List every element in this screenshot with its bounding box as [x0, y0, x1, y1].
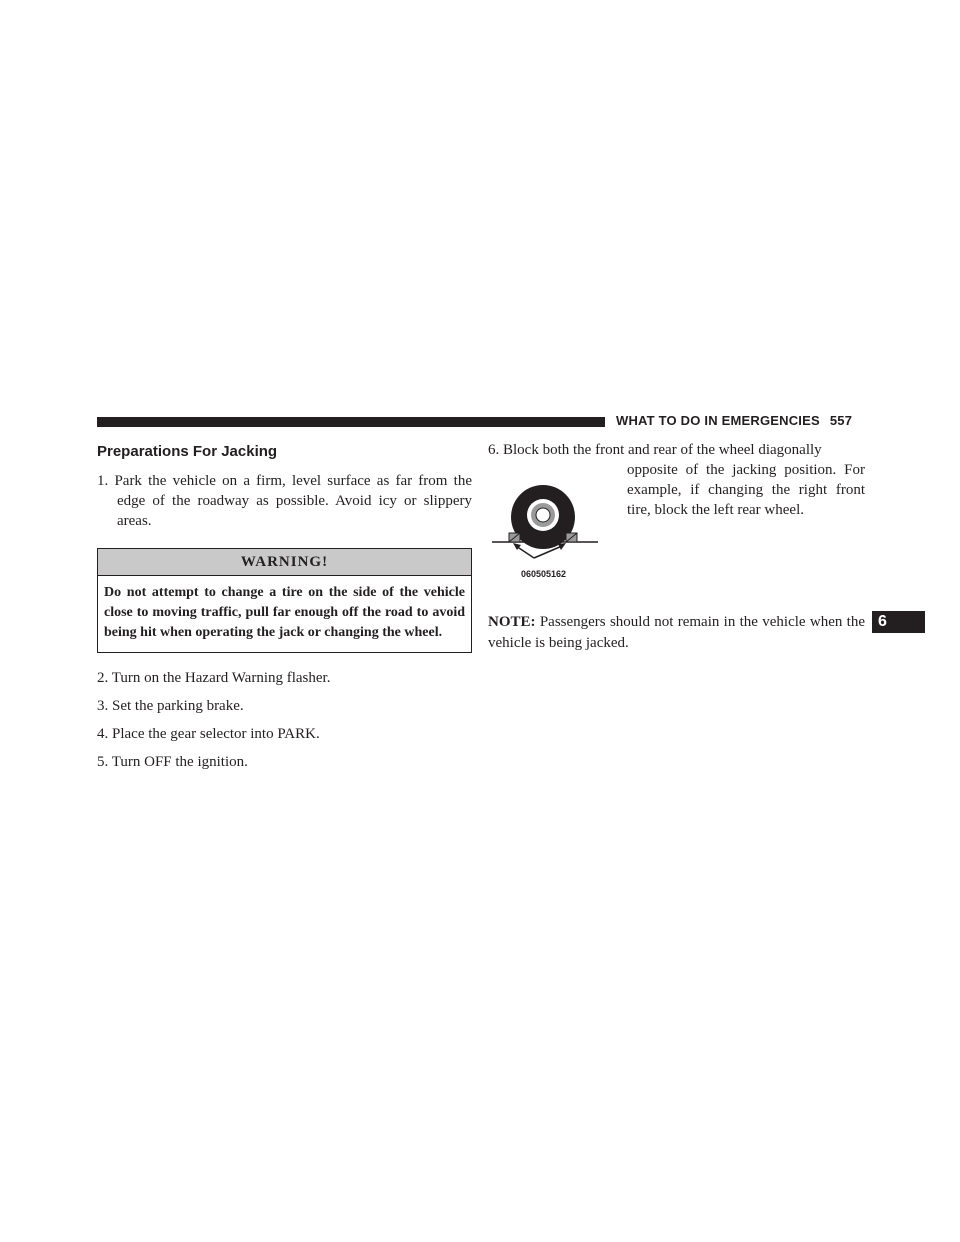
header-section-title: WHAT TO DO IN EMERGENCIES — [616, 413, 820, 428]
note-text: Passengers should not remain in the vehicle when the vehicle is being jacked. — [488, 614, 865, 651]
left-column — [97, 440, 472, 772]
running-header — [616, 413, 866, 428]
right-column — [488, 440, 865, 651]
warning-title: WARNING! — [98, 549, 471, 576]
header-rule — [97, 417, 605, 427]
figure-id: 060505162 — [521, 569, 567, 579]
note — [488, 612, 865, 654]
step-4: 4. Place the gear selector into PARK. — [97, 726, 320, 742]
step-6-continuation: opposite of the jacking position. For example, if changing the right front tire, block the left rear wheel. — [627, 462, 865, 518]
note-label: NOTE: — [488, 614, 536, 630]
section-title: Preparations For Jacking — [97, 443, 278, 460]
chapter-tab: 6 — [872, 611, 925, 633]
step-6-lead: 6. Block both the front and rear of the wheel diagonally — [488, 442, 822, 458]
step-1: 1. Park the vehicle on a firm, level surface as far from the edge of the roadway as possible. Avoid icy or slippery areas. — [97, 473, 472, 529]
step-5: 5. Turn OFF the ignition. — [97, 754, 248, 770]
step-2: 2. Turn on the Hazard Warning flasher. — [97, 670, 331, 686]
page-number: 557 — [829, 413, 853, 428]
wheel-chock-illustration — [488, 475, 618, 585]
warning-body: Do not attempt to change a tire on the side of the vehicle close to moving traffic, pull far enough off the road to avoid being hit when operating the jack or changing the wheel. — [104, 585, 465, 640]
wheel-chock-drawing — [488, 475, 618, 567]
warning-box — [97, 548, 472, 653]
step-3: 3. Set the parking brake. — [97, 698, 244, 714]
